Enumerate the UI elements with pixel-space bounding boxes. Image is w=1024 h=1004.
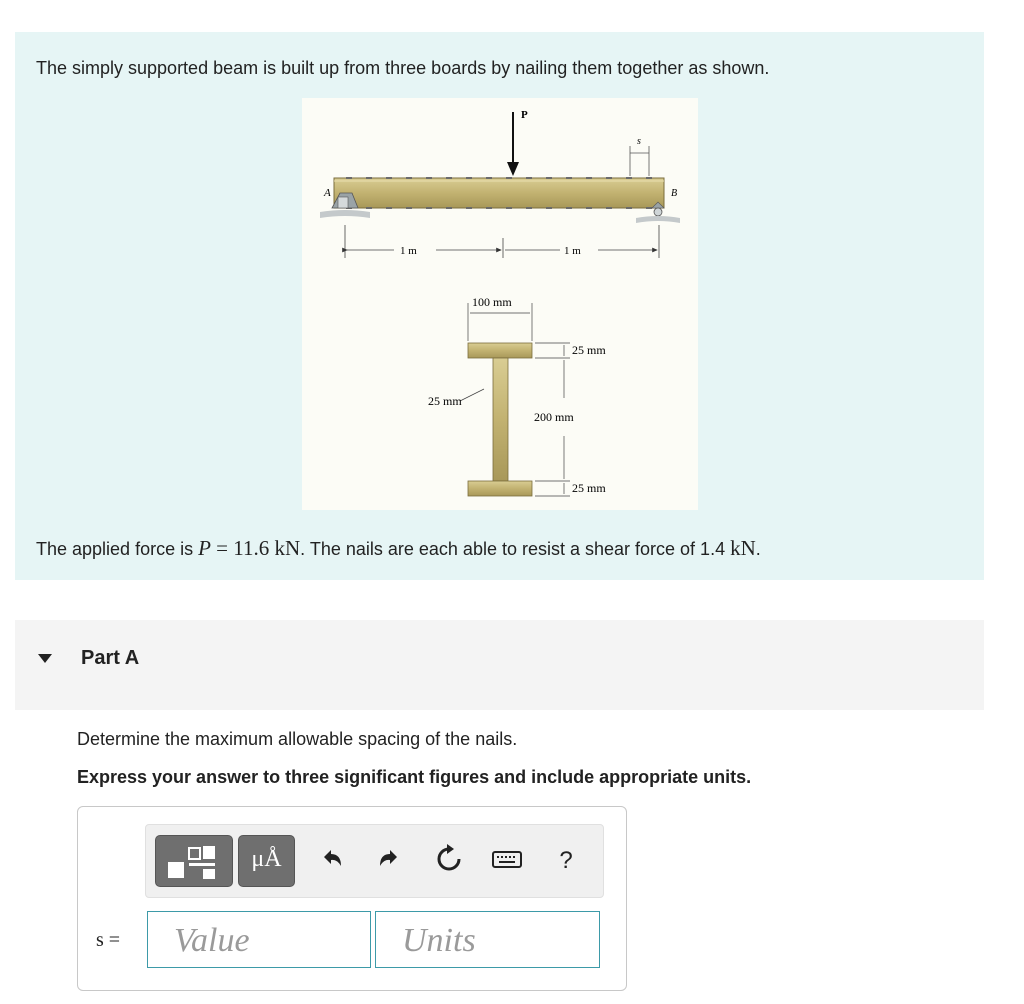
keyboard-button[interactable]: [489, 841, 525, 877]
web-height-label: 200 mm: [534, 410, 574, 424]
templates-icon: [156, 836, 232, 886]
answer-variable-label: s =: [96, 929, 121, 951]
undo-button[interactable]: [314, 841, 350, 877]
units-button[interactable]: [238, 835, 295, 887]
part-a-header[interactable]: [15, 620, 984, 710]
instruction-text: Express your answer to three significant figures and include appropriate units.: [77, 767, 752, 787]
support-a-label: A: [324, 187, 331, 199]
web-thickness-label: 25 mm: [428, 394, 462, 408]
math-toolbar: [145, 824, 604, 898]
spacing-label: s: [637, 136, 641, 147]
top-flange: [468, 343, 532, 358]
value-input[interactable]: Value: [147, 911, 371, 968]
force-variable: P: [198, 536, 211, 560]
span-left-label: 1 m: [400, 245, 417, 257]
shear-unit: kN: [730, 536, 756, 560]
force-unit: kN: [274, 536, 301, 560]
spacing-dimension: [630, 146, 649, 176]
undo-icon: [314, 841, 350, 877]
section-dimensions: [460, 303, 570, 496]
beam: [334, 178, 664, 208]
applied-prefix: The applied force is: [36, 539, 199, 559]
support-b-label: B: [671, 188, 678, 199]
applied-suffix: .: [755, 539, 761, 559]
beam-diagram: [302, 98, 698, 510]
problem-statement: [15, 32, 984, 580]
reset-icon: [431, 841, 467, 877]
span-dimension: [345, 225, 659, 258]
reset-button[interactable]: [431, 841, 467, 877]
units-input[interactable]: Units: [375, 911, 600, 968]
load-label: P: [521, 109, 528, 121]
load-arrow: [507, 112, 519, 176]
beam-figure: [302, 98, 698, 510]
span-right-label: 1 m: [564, 245, 581, 257]
templates-button[interactable]: [155, 835, 233, 887]
units-icon: μÅ: [251, 846, 282, 872]
problem-intro: The simply supported beam is built up from three boards by nailing them together as shown.: [36, 58, 770, 78]
applied-force-text: [36, 536, 761, 561]
equals-sign: =: [210, 536, 234, 560]
force-value: 11.6: [233, 536, 270, 560]
part-label: Part A: [81, 647, 140, 669]
redo-icon: [371, 841, 407, 877]
cross-section: [468, 343, 532, 496]
question-text: Determine the maximum allowable spacing of the nails.: [77, 729, 518, 749]
applied-middle: . The nails are each able to resist a shear force of 1.4: [300, 539, 731, 559]
redo-button[interactable]: [371, 841, 407, 877]
answer-box: [77, 806, 627, 991]
bottom-flange-thickness-label: 25 mm: [572, 481, 606, 495]
web: [493, 358, 508, 481]
bottom-flange: [468, 481, 532, 496]
help-icon: ?: [559, 847, 573, 874]
flange-width-label: 100 mm: [472, 295, 512, 309]
top-flange-thickness-label: 25 mm: [572, 343, 606, 357]
collapse-caret-icon[interactable]: [38, 654, 52, 663]
keyboard-icon: [489, 841, 525, 877]
help-button[interactable]: [548, 841, 584, 877]
